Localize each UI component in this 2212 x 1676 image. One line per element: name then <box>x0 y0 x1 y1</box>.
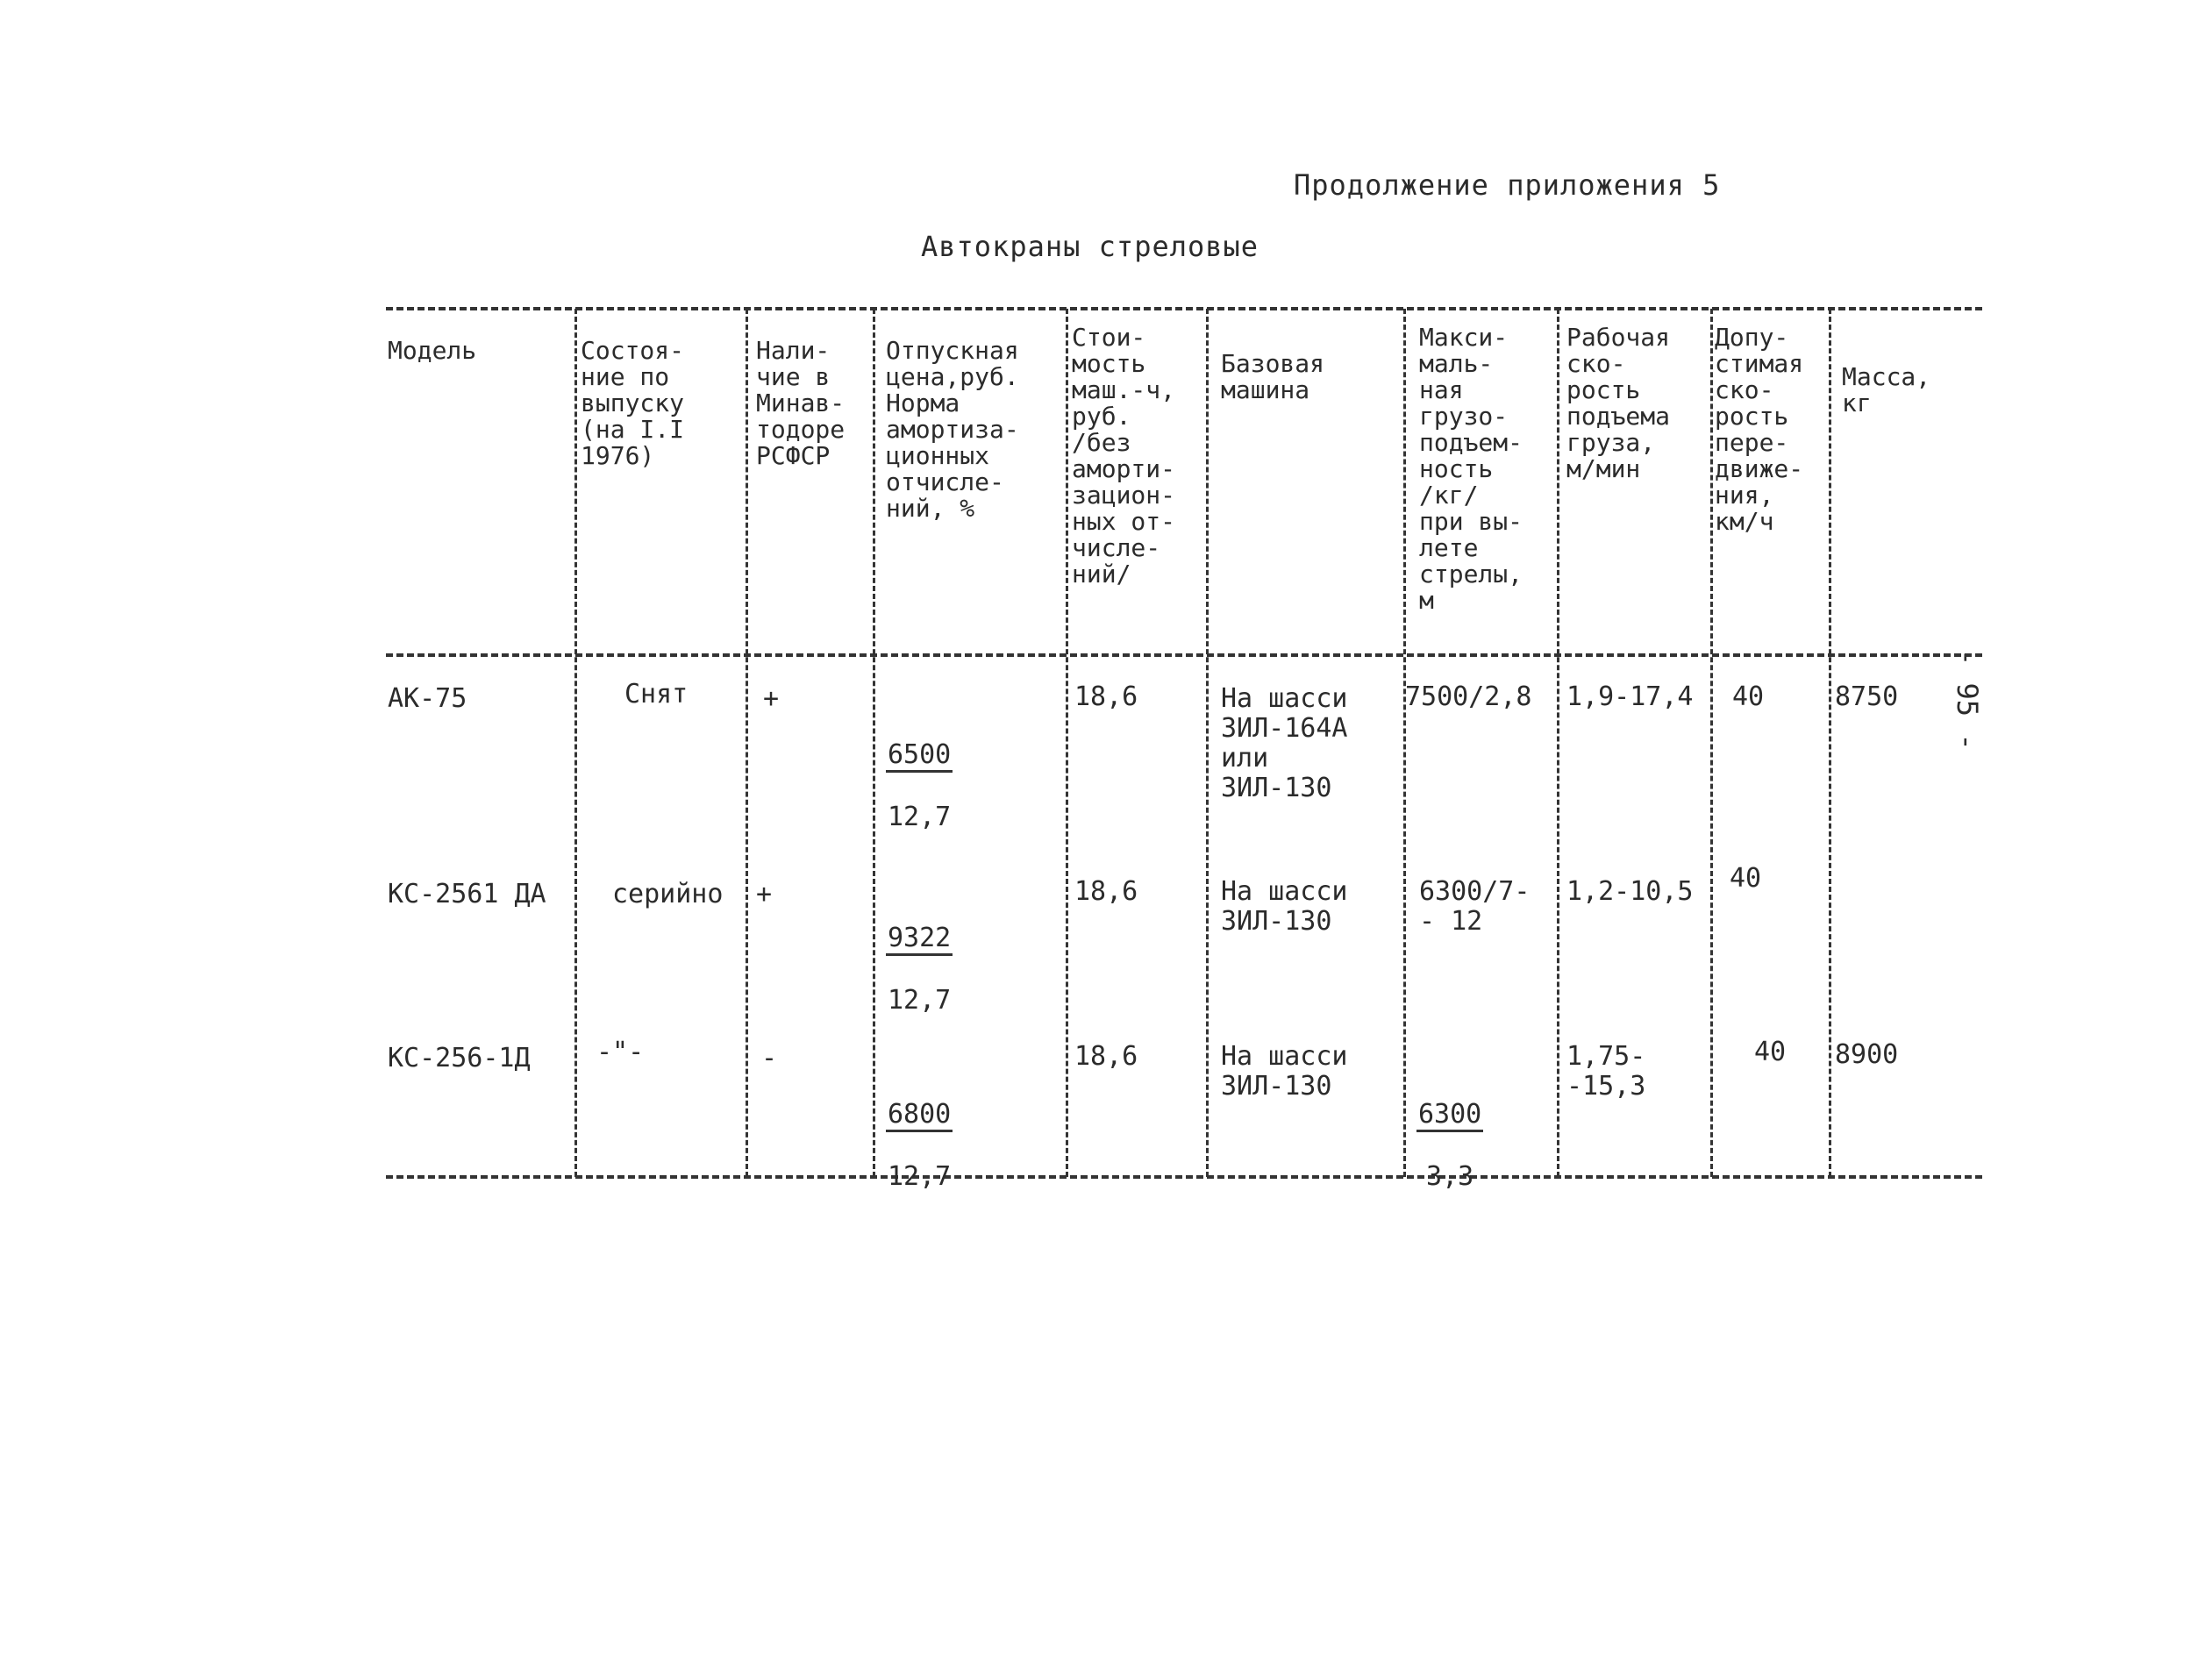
column-divider <box>1066 309 1068 1177</box>
header-availability: Нали- чие в Минав- тодоре РСФСР <box>756 336 846 470</box>
price-fraction <box>886 1070 953 1222</box>
row2-base: На шасси ЗИЛ-130 <box>1221 876 1348 937</box>
capacity-fraction <box>1416 1070 1483 1222</box>
appendix-continuation-caption: Продолжение приложения 5 <box>1294 168 1721 202</box>
row2-cost: 18,6 <box>1074 876 1138 907</box>
row1-price <box>886 681 953 862</box>
price-value: 6500 <box>886 740 953 773</box>
row3-price <box>886 1040 953 1222</box>
row3-base: На шасси ЗИЛ-130 <box>1221 1041 1348 1102</box>
price-value: 9322 <box>886 924 953 956</box>
row1-status: Снят <box>624 679 689 710</box>
row3-model: КС-256-1Д <box>388 1043 531 1073</box>
row1-base: На шасси ЗИЛ-164А или ЗИЛ-130 <box>1221 683 1348 803</box>
price-value: 6800 <box>886 1100 953 1132</box>
header-bottom-rule <box>386 653 1982 657</box>
capacity-value: 6300 <box>1416 1100 1483 1132</box>
header-price: Отпускная цена,руб. Норма амортиза- ционных отчисле- ний, % <box>886 336 1019 523</box>
header-travel-speed: Допу- стимая ско- рость пере- движе- ния, км/ч <box>1715 323 1804 536</box>
column-divider <box>1557 309 1559 1177</box>
row1-cost: 18,6 <box>1074 681 1138 712</box>
boom-reach: 3,3 <box>1426 1161 1474 1192</box>
row1-availability: + <box>763 683 780 714</box>
row1-capacity: 7500/2,8 <box>1405 681 1532 712</box>
row2-capacity: 6300/7- - 12 <box>1419 876 1531 937</box>
row3-cost: 18,6 <box>1074 1041 1138 1072</box>
column-divider <box>746 309 748 1177</box>
column-divider <box>1829 309 1831 1177</box>
header-mass: Масса, кг <box>1842 362 1931 417</box>
row2-price <box>886 864 953 1045</box>
row3-status: -"- <box>596 1037 645 1067</box>
depreciation-rate: 12,7 <box>888 985 952 1016</box>
price-fraction <box>886 894 953 1045</box>
row2-lift-speed: 1,2-10,5 <box>1566 876 1694 907</box>
page-number: - 95 - <box>1951 649 1984 751</box>
row3-availability: - <box>761 1043 778 1073</box>
column-divider <box>1206 309 1209 1177</box>
row1-lift-speed: 1,9-17,4 <box>1566 681 1694 712</box>
depreciation-rate: 12,7 <box>888 802 952 832</box>
row3-capacity <box>1416 1040 1483 1222</box>
row1-travel-speed: 40 <box>1732 681 1765 712</box>
column-divider <box>1403 309 1406 1177</box>
row1-model: АК-75 <box>388 683 467 714</box>
header-lift-speed: Рабочая ско- рость подъема груза, м/мин <box>1566 323 1671 483</box>
column-divider <box>574 309 577 1177</box>
header-cost: Стои- мость маш.-ч, руб. /без аморти- зацион- ных от- числе- ний/ <box>1072 323 1176 588</box>
column-divider <box>1710 309 1713 1177</box>
header-base: Базовая машина <box>1221 349 1325 404</box>
header-capacity: Макси- маль- ная грузо- подъем- ность /кг/ при вы- лете стрелы, м <box>1419 323 1523 615</box>
row3-travel-speed: 40 <box>1754 1037 1787 1067</box>
depreciation-rate: 12,7 <box>888 1161 952 1192</box>
row2-model: КС-2561 ДА <box>388 879 546 909</box>
table-title: Автокраны стреловые <box>921 230 1259 263</box>
row1-mass: 8750 <box>1835 681 1899 712</box>
header-status: Состоя- ние по выпуску (на I.I 1976) <box>581 336 685 470</box>
row2-availability: + <box>756 879 773 909</box>
column-divider <box>873 309 875 1177</box>
price-fraction <box>886 710 953 862</box>
row3-lift-speed: 1,75- -15,3 <box>1566 1041 1646 1102</box>
table-top-rule <box>386 307 1982 310</box>
row2-status: серийно <box>612 879 724 909</box>
table-bottom-rule <box>386 1175 1982 1179</box>
row2-travel-speed: 40 <box>1730 863 1762 894</box>
header-model: Модель <box>388 336 477 365</box>
row3-mass: 8900 <box>1835 1039 1899 1070</box>
